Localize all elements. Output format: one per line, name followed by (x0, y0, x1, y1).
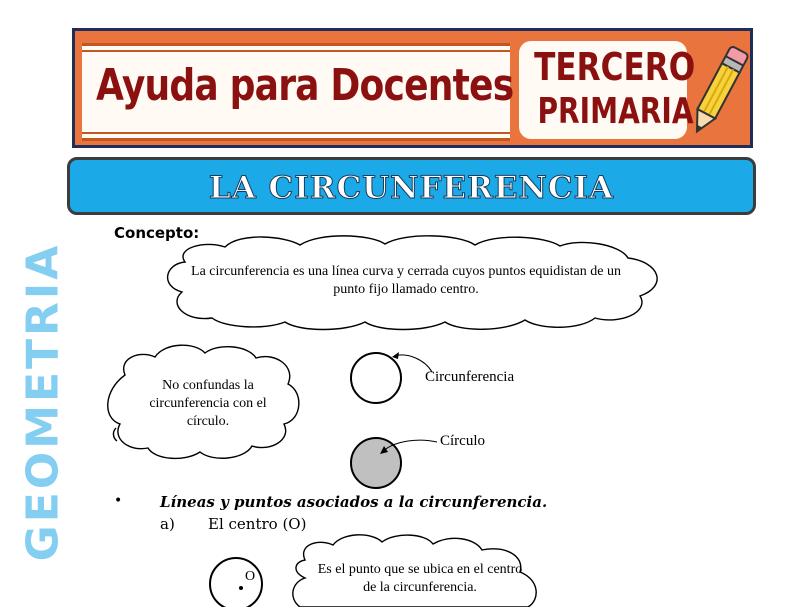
item-text: El centro (O) (208, 515, 307, 533)
center-definition-text: Es el punto que se ubica en el centro de la circunferencia. (317, 562, 523, 595)
section-heading: Líneas y puntos asociados a la circunferencia. (160, 493, 548, 511)
grade-line-1: TERCERO (534, 45, 696, 89)
note-text: No confundas la circunferencia con el círculo. (149, 378, 267, 429)
concept-label: Concepto: (114, 224, 200, 242)
circumference-figure (351, 353, 401, 403)
center-label: O (245, 569, 256, 584)
definition-text: La circunferencia es una línea curva y cerrada cuyos puntos equidistan de un punto fijo llamado centro. (191, 264, 621, 297)
item-marker: a) (160, 515, 175, 533)
center-point (239, 586, 243, 590)
grade-line-2: PRIMARIA (537, 91, 694, 132)
section-bullet: • (114, 493, 123, 509)
site-title: Ayuda para Docentes (96, 60, 514, 111)
circle-figure (351, 438, 401, 488)
topic-title: LA CIRCUNFERENCIA (208, 170, 615, 206)
circle-label: Círculo (440, 433, 485, 449)
side-label: GEOMETRIA (17, 242, 69, 562)
circumference-label: Circunferencia (425, 369, 515, 385)
